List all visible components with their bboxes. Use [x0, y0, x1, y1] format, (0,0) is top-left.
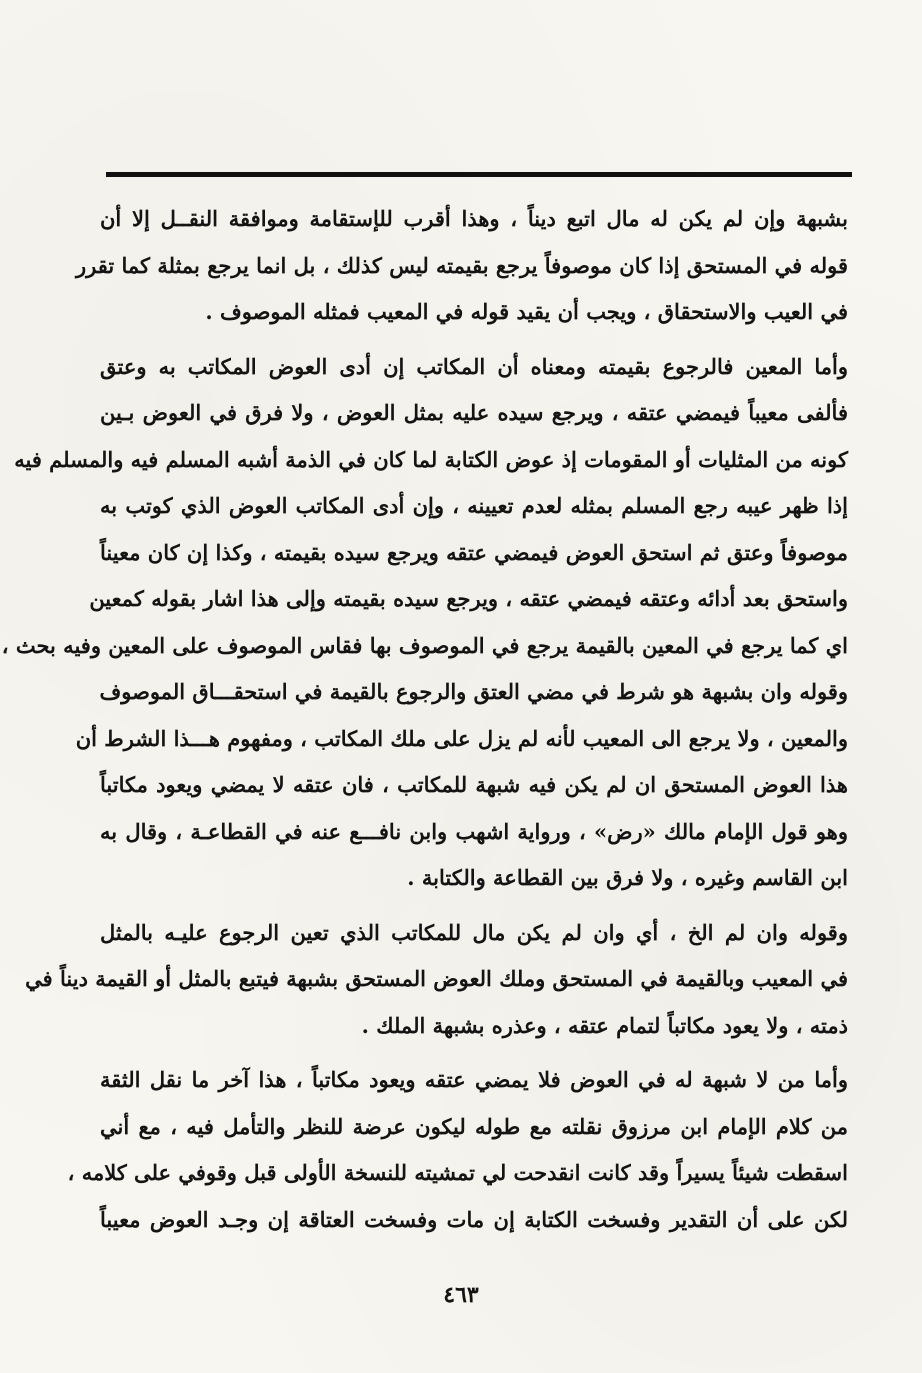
text-line: بشبهة وإن لم يكن له مال اتبع ديناً ، وهذا أقرب للإستقامة وموافقة النقــل إلا أن — [100, 206, 848, 231]
text-line: من كلام الإمام ابن مرزوق نقلته مع طوله ليكون عرضة للنظر والتأمل فيه ، مع أني — [100, 1113, 848, 1139]
text-line: لكن على أن التقدير وفسخت الكتابة إن مات وفسخت العتاقة إن وجـد العوض معيباً — [100, 1206, 848, 1232]
paragraph-3 — [25, 910, 848, 1050]
text-line: كونه من المثليات أو المقومات إذ عوض الكتابة لما كان في الذمة أشبه المسلم فيه والمسلم فيه — [14, 446, 848, 472]
text-line: اي كما يرجع في المعين بالقيمة يرجع في الموصوف بها فقاس الموصوف على المعين وفيه بحث ، — [1, 632, 848, 658]
text-line: ابن القاسم وغيره ، ولا فرق بين القطاعة والكتابة . — [407, 865, 848, 890]
text-line: والمعين ، ولا يرجع الى المعيب لأنه لم يزل على ملك المكاتب ، ومفهوم هـــذا الشرط أن — [75, 725, 848, 751]
text-line: وهو قول الإمام مالك «رض» ، ورواية اشهب وابن نافـــع عنه في القطاعـة ، وقال به — [100, 818, 848, 844]
text-line: واستحق بعد أدائه وعتقه فيمضي عتقه ، ويرجع سيده بقيمته وإلى هذا اشار بقوله كمعين — [89, 586, 848, 611]
text-line: هذا العوض المستحق ان لم يكن فيه شبهة للمكاتب ، فان عتقه لا يمضي ويعود مكاتباً — [100, 772, 848, 797]
text-line: وقوله وان بشبهة هو شرط في مضي العتق والرجوع بالقيمة في استحقـــاق الموصوف — [99, 679, 848, 704]
text-line: وأما من لا شبهة له في العوض فلا يمضي عتقه ويعود مكاتباً ، هذا آخر ما نقل الثقة — [100, 1067, 848, 1092]
text-line: في المعيب وبالقيمة في المستحق وملك العوض المستحق بشبهة فيتبع بالمثل أو القيمة ديناً في — [25, 966, 848, 991]
text-line: فألفى معيباً فيمضي عتقه ، ويرجع سيده عليه بمثل العوض ، ولا فرق في العوض بـين — [100, 400, 848, 425]
text-line: في العيب والاستحقاق ، ويجب أن يقيد قوله في المعيب فمثله الموصوف . — [205, 299, 848, 324]
text-line: وأما المعين فالرجوع بقيمته ومعناه أن المكاتب إن أدى العوض المكاتب به وعتق — [100, 353, 848, 379]
paragraph-4 — [67, 1057, 848, 1243]
body-text — [1, 196, 848, 1243]
header-rule — [106, 172, 852, 177]
text-line: ذمته ، ولا يعود مكاتباً لتمام عتقه ، وعذره بشبهة الملك . — [361, 1012, 848, 1038]
text-line: إذا ظهر عيبه رجع المسلم بمثله لعدم تعيينه ، وإن أدى المكاتب العوض الذي كوتب به — [100, 493, 848, 518]
text-line: قوله في المستحق إذا كان موصوفاً يرجع بقيمته ليس كذلك ، بل انما يرجع بمثلة كما تقرر — [76, 252, 848, 278]
text-line: موصوفاً وعتق ثم استحق العوض فيمضي عتقه ويرجع سيده بقيمته ، وكذا إن كان معيناً — [100, 539, 848, 565]
page-number: ٤٦٣ — [443, 1282, 479, 1308]
paragraph-2 — [1, 344, 848, 902]
text-line: وقوله وان لم الخ ، أي وان لم يكن مال للمكاتب الذي تعين الرجوع عليـه بالمثل — [100, 919, 848, 945]
paragraph-1 — [76, 196, 848, 336]
text-line: اسقطت شيئاً يسيراً وقد كانت انقدحت لي تمشيته للنسخة الأولى قبل وقوفي على كلامه ، — [67, 1160, 848, 1185]
